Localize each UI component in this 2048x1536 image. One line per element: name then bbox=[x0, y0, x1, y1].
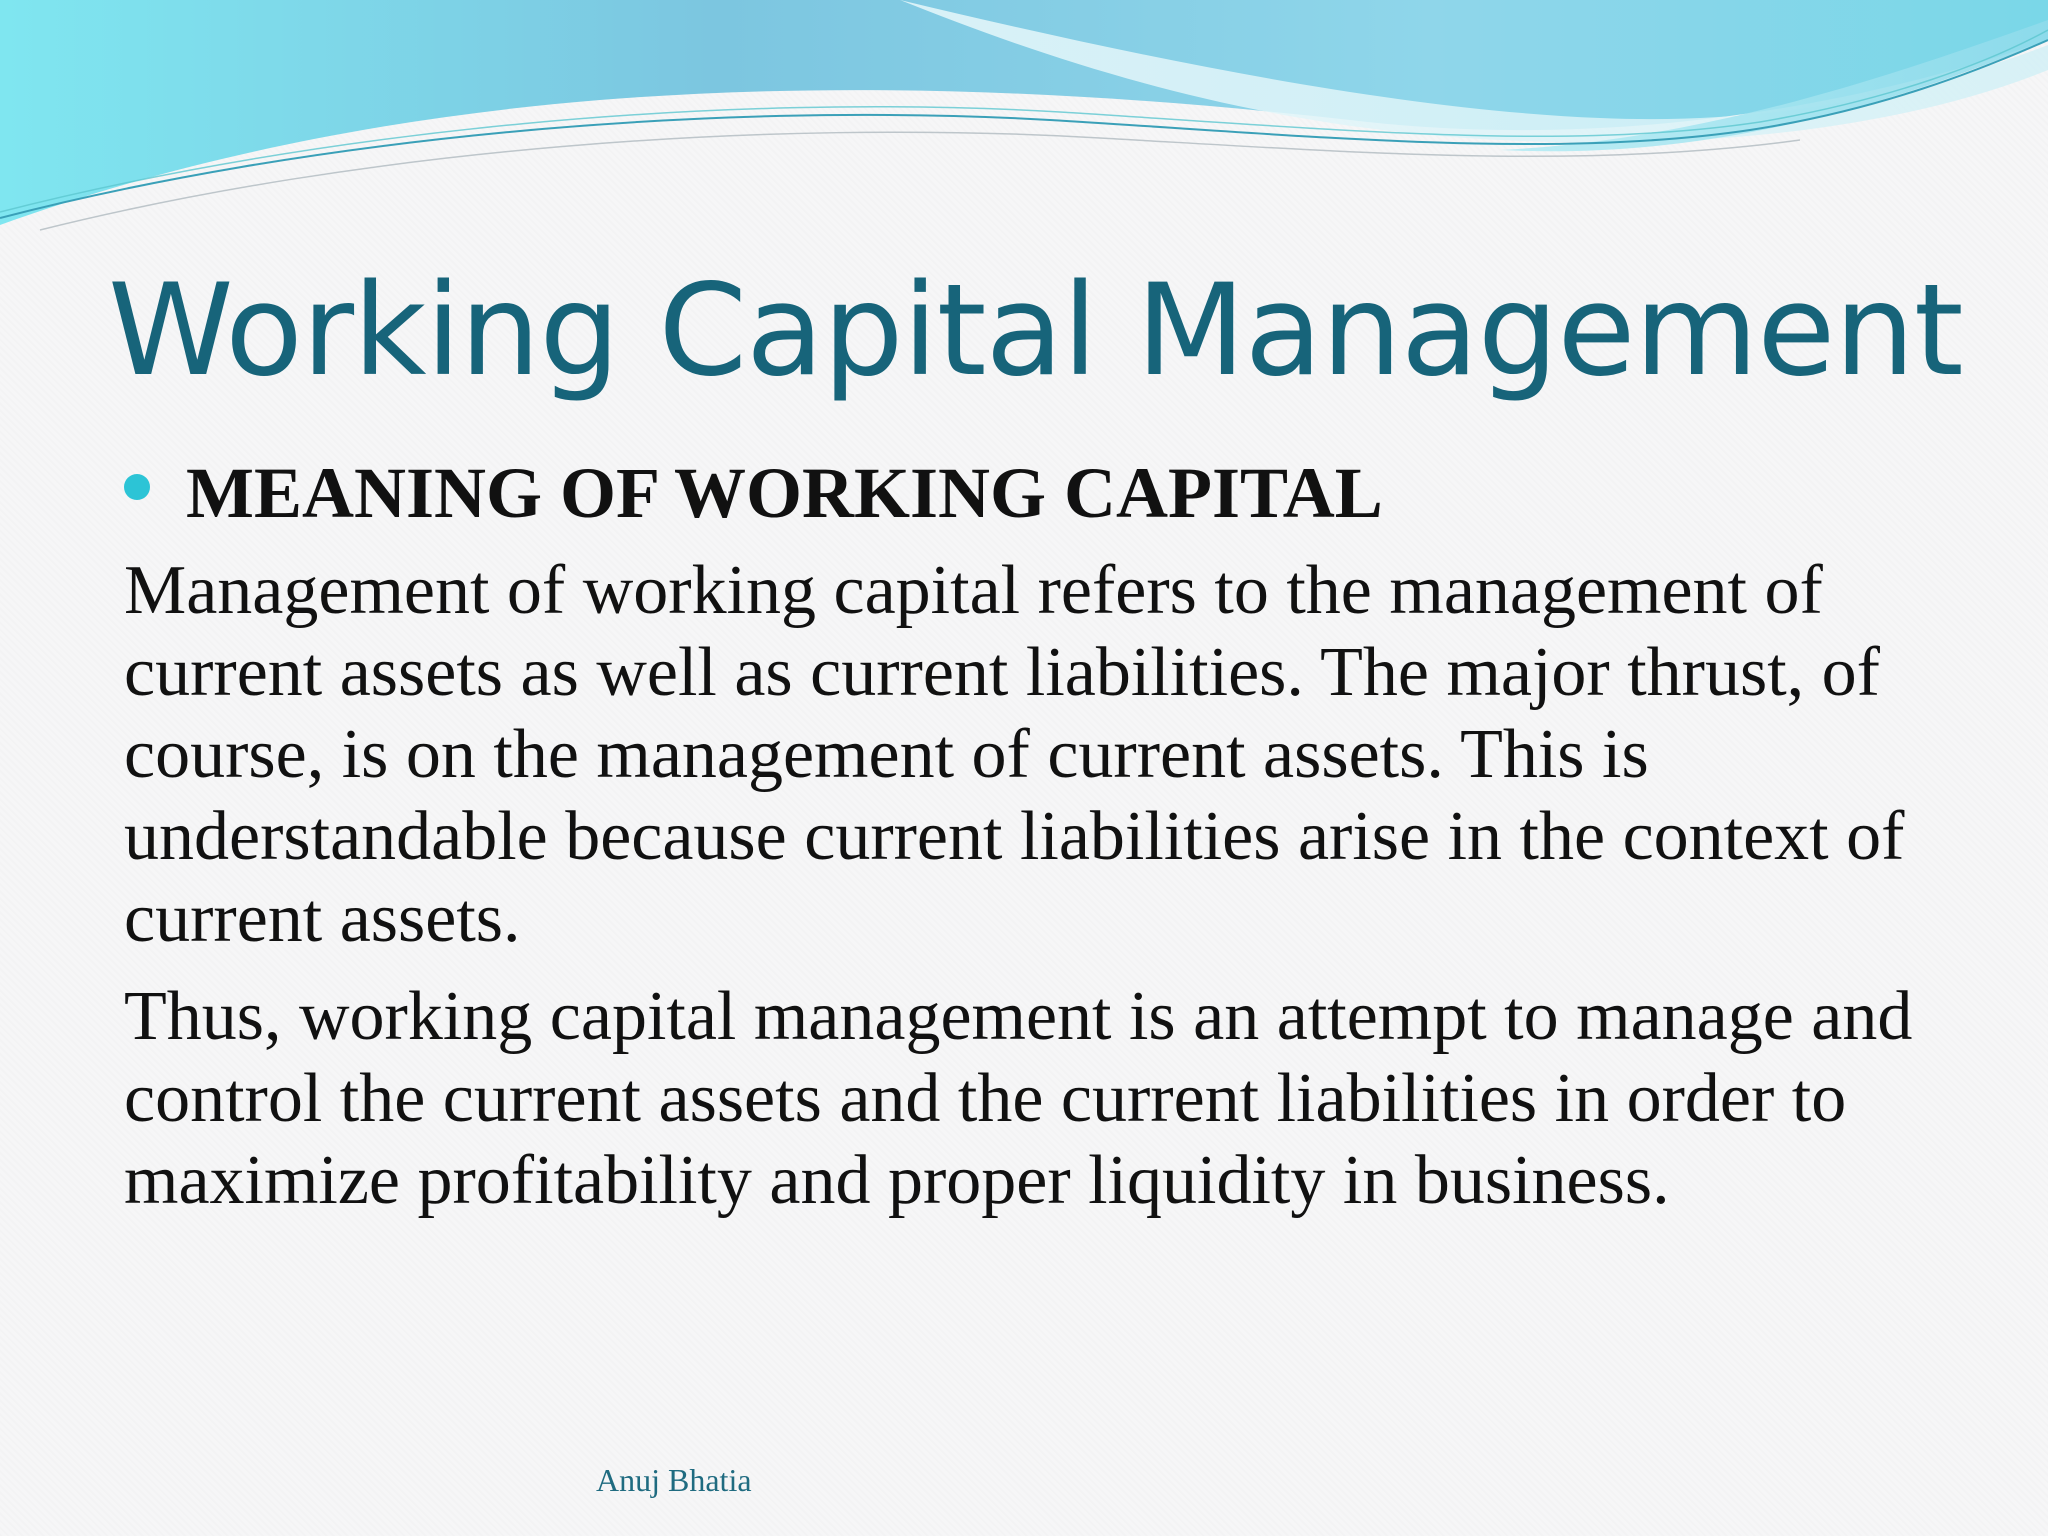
footer-author: Anuj Bhatia bbox=[596, 1462, 752, 1498]
body-paragraph-2: Thus, working capital management is an attempt to manage and control the current assets and the current liabilities in order to maximize profitability and proper liquidity in business. bbox=[124, 978, 1913, 1219]
body-paragraph-1: Management of working capital refers to the management of current assets as well as current liabilities. The major thrust, of course, is on the management of current assets. This is understandable because current liabilities arise in the context of current assets. bbox=[124, 552, 1905, 957]
bullet-dot-icon bbox=[124, 474, 150, 500]
bullet-heading: MEANING OF WORKING CAPITAL bbox=[186, 453, 1383, 533]
header-wave-decoration bbox=[0, 0, 2048, 240]
slide-title: Working Capital Management bbox=[108, 256, 1963, 404]
bullet-item bbox=[124, 448, 1383, 538]
